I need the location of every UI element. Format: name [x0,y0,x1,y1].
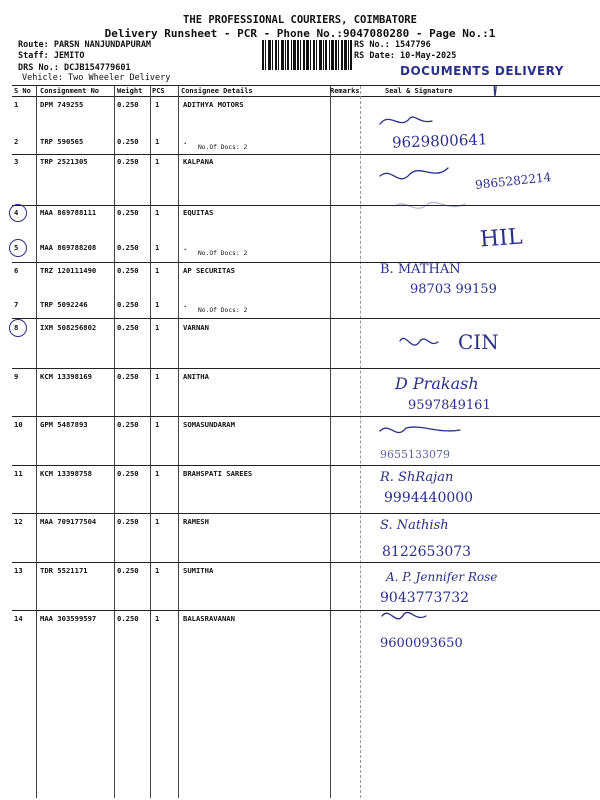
row-consignee: . [183,137,188,146]
row-weight: 0.250 [117,323,139,332]
header-pcs: PCS [152,87,165,95]
row-consignee: SOMASUNDARAM [183,420,235,429]
header-consignment: Consignment No [40,87,100,95]
handwritten-phone-11: 9994440000 [384,490,474,506]
row-sno: 13 [14,566,23,575]
handwritten-phone-12: 8122653073 [382,544,472,560]
handwritten-phone-6: 98703 99159 [410,282,497,297]
row-pcs: 1 [155,157,160,166]
row-consignment: MAA 303599597 [40,614,97,623]
row-consignment: GPM 5487893 [40,420,88,429]
route-info: Route: PARSN NANJUNDAPURAM [18,40,152,50]
row-consignment: TRZ 120111490 [40,266,97,275]
row-consignment: MAA 869788208 [40,243,97,252]
row-pcs: 1 [155,614,160,623]
row-sno: 8 [14,323,19,332]
handwritten-name-13: A. P. Jennifer Rose [386,570,498,584]
header-signature: Seal & Signature [385,87,453,95]
ink-circle-mark [9,319,27,337]
row-pcs: 1 [155,208,160,217]
handwritten-hil: HIL [479,224,524,253]
row-sno: 2 [14,137,19,146]
col-divider [114,86,115,798]
row-docs: No.Of Docs: 2 [198,250,248,257]
row-weight: 0.250 [117,100,139,109]
row-consignment: MAA 709177504 [40,517,97,526]
runsheet-subtitle: Delivery Runsheet - PCR - Phone No.:9047080280 - Page No.:1 [104,27,496,40]
row-pcs: 1 [155,300,160,309]
row-sno: 12 [14,517,23,526]
handwritten-name-9: D Prakash [395,374,479,393]
row-consignee: BRAHSPATI SAREES [183,469,253,478]
row-pcs: 1 [155,266,160,275]
row-sno: 1 [14,100,19,109]
row-weight: 0.250 [117,300,139,309]
row-consignment: MAA 869788111 [40,208,97,217]
row-weight: 0.250 [117,208,139,217]
row-weight: 0.250 [117,566,139,575]
barcode-image [262,40,352,70]
row-consignee: SUMITHA [183,566,214,575]
row-pcs: 1 [155,517,160,526]
row-weight: 0.250 [117,137,139,146]
row-consignee: BALASRAVANAN [183,614,235,623]
row-sno: 6 [14,266,19,275]
signature-area [340,86,600,686]
row-weight: 0.250 [117,614,139,623]
row-pcs: 1 [155,420,160,429]
ink-circle-mark [9,204,27,222]
row-pcs: 1 [155,137,160,146]
row-weight: 0.250 [117,420,139,429]
row-consignee: ANITHA [183,372,209,381]
handwritten-phone-10: 9655133079 [380,448,450,461]
staff-info: Staff: JEMITO [18,51,85,61]
row-consignment: TRP 2521305 [40,157,88,166]
col-divider [36,86,37,798]
row-consignee: AP SECURITAS [183,266,235,275]
row-consignee: VARNAN [183,323,209,332]
row-sno: 3 [14,157,19,166]
row-sno: 11 [14,469,23,478]
row-pcs: 1 [155,243,160,252]
row-weight: 0.250 [117,157,139,166]
row-consignment: KCM 13398758 [40,469,92,478]
handwritten-phone-13: 9043773732 [380,590,470,606]
header-sno: S No [14,87,31,95]
handwritten-cin: CIN [458,330,499,354]
company-title: THE PROFESSIONAL COURIERS, COIMBATORE [183,14,417,26]
header-weight: Weight [117,87,143,95]
handwritten-name-11: R. ShRajan [380,470,454,485]
handwritten-phone-9: 9597849161 [408,398,491,413]
row-consignee: ADITHYA MOTORS [183,100,244,109]
col-divider [330,86,331,798]
rs-number: RS No.: 1547796 [354,40,431,50]
row-weight: 0.250 [117,469,139,478]
header-consignee: Consignee Details [181,87,253,95]
row-pcs: 1 [155,372,160,381]
row-sno: 9 [14,372,19,381]
handwritten-name-6: B. MATHAN [380,262,461,277]
row-consignment: KCM 13398169 [40,372,92,381]
row-docs: No.Of Docs: 2 [198,144,248,151]
row-consignee: RAMESH [183,517,209,526]
row-sno: 10 [14,420,23,429]
documents-delivery-stamp: DOCUMENTS DELIVERY [400,64,564,78]
col-divider [178,86,179,798]
vehicle-info: Vehicle: Two Wheeler Delivery [22,73,171,83]
row-sno: 14 [14,614,23,623]
row-weight: 0.250 [117,243,139,252]
row-consignment: IXM 508256802 [40,323,97,332]
row-docs: No.Of Docs: 2 [198,307,248,314]
row-consignee: . [183,243,188,252]
row-consignee: KALPANA [183,157,214,166]
row-sno: 4 [14,208,19,217]
row-consignment: TRP 5092246 [40,300,88,309]
row-pcs: 1 [155,100,160,109]
row-consignment: DPM 749255 [40,100,84,109]
row-pcs: 1 [155,323,160,332]
row-weight: 0.250 [117,517,139,526]
handwritten-phone-14: 9600093650 [380,636,463,651]
row-consignee: EQUITAS [183,208,214,217]
handwritten-phone-1: 9629800641 [391,130,488,152]
header-remarks: Remarks [330,87,360,95]
handwritten-phone-2: 9865282214 [474,170,552,192]
row-weight: 0.250 [117,372,139,381]
row-sno: 5 [14,243,19,252]
handwritten-name-12: S. Nathish [380,518,449,533]
col-divider [150,86,151,798]
row-sno: 7 [14,300,19,309]
drs-number: DRS No.: DCJB154779601 [18,63,131,73]
rs-date: RS Date: 10-May-2025 [354,51,457,61]
row-weight: 0.250 [117,266,139,275]
ink-circle-mark [9,239,27,257]
row-consignment: TDR 5521171 [40,566,88,575]
row-consignee: . [183,300,188,309]
row-pcs: 1 [155,469,160,478]
row-pcs: 1 [155,566,160,575]
row-consignment: TRP 590565 [40,137,84,146]
